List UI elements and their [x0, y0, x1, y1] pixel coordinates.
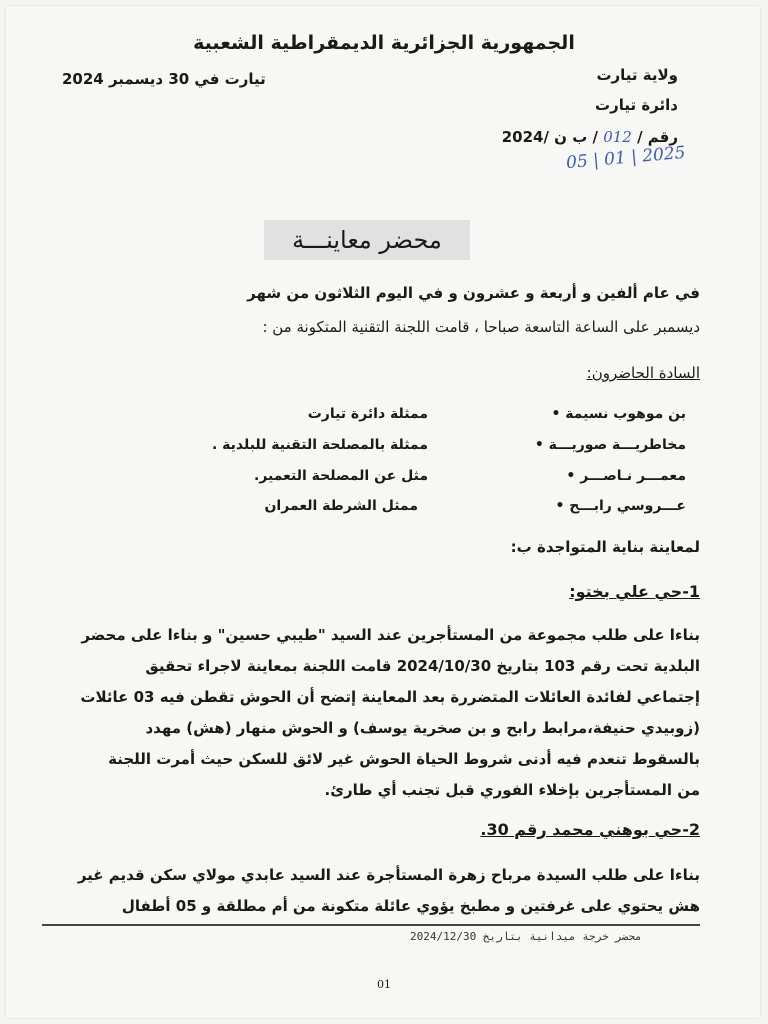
- attendee-role: ممثلة بالمصلحة التقنية للبلدية .: [211, 437, 428, 453]
- section-1-line: البلدية تحت رقم 103 بتاريخ 2024/10/30 قامت اللجنة بمعاينة لاجراء تحقيق: [145, 657, 700, 675]
- section-1-heading: 1-حي علي بختو:: [569, 582, 700, 601]
- attendee-name: عـــروسي رابـــح •: [555, 498, 686, 514]
- section-1-line: من المستأجرين بإخلاء الفوري قبل تجنب أي طارئ.: [324, 781, 700, 799]
- footer-divider: [42, 924, 700, 926]
- wilaya-label: ولاية تيارت: [596, 66, 678, 84]
- republic-header: الجمهورية الجزائرية الديمقراطية الشعبية: [193, 32, 575, 54]
- intro-line-2: ديسمبر على الساعة التاسعة صباحا ، قامت اللجنة التقنية المتكونة من :: [262, 318, 700, 336]
- inspection-intro: لمعاينة بناية المتواجدة ب:: [510, 538, 700, 556]
- document-date: تيارت في 30 ديسمبر 2024: [62, 70, 266, 88]
- section-1-line: بالسقوط تنعدم فيه أدنى شروط الحياة الحوش غير لائق للسكن حيث أمرت اللجنة: [108, 750, 700, 768]
- section-1-line: إجتماعي لفائدة العائلات المتضررة بعد المعاينة إتضح أن الحوش تقطن فيه 03 عائلات: [80, 688, 700, 706]
- attendee-role: مثل عن المصلحة التعمير.: [254, 468, 428, 484]
- attendee-role: ممثلة دائرة تيارت: [307, 406, 428, 422]
- section-1-line: (زوبيدي حنيفة،مرابط رابح و بن صخرية يوسف) و الحوش منهار (هش) مهدد: [145, 719, 700, 737]
- handwritten-date: 05 | 01 | 2025: [565, 142, 687, 174]
- attendee-name: مخاطريـــة صوريـــة •: [535, 437, 686, 453]
- attendee-role: ممثل الشرطة العمران: [264, 498, 418, 514]
- section-2-line: بناءا على طلب السيدة مرباح زهرة المستأجرة عند السيد عابدي مولاي سكن قديم غير: [77, 866, 700, 884]
- ref-handwritten-number: 012: [603, 128, 632, 146]
- footer-caption: محضر خرجة ميدانية بتاريخ 2024/12/30: [410, 930, 642, 943]
- document-title: محضر معاينـــة: [264, 220, 470, 260]
- daira-label: دائرة تيارت: [595, 96, 678, 114]
- page-number: 01: [377, 978, 391, 991]
- intro-line-1: في عام ألفين و أربعة و عشرون و في اليوم الثلاثون من شهر: [247, 284, 700, 302]
- attendees-heading: السادة الحاضرون:: [586, 364, 700, 382]
- ref-prefix: رقم /: [637, 128, 678, 146]
- section-2-line: هش يحتوي على غرفتين و مطبخ يؤوي عائلة متكونة من أم مطلقة و 05 أطفال: [121, 897, 700, 915]
- section-2-heading: 2-حي بوهني محمد رقم 30.: [480, 820, 700, 839]
- attendee-name: بن موهوب نسيمة •: [551, 406, 686, 422]
- attendee-name: معمـــر نـاصـــر •: [566, 468, 686, 484]
- section-1-line: بناءا على طلب مجموعة من المستأجرين عند السيد "طيبي حسين" و بناءا على محضر: [81, 626, 700, 644]
- reference-number: [502, 128, 678, 146]
- ref-suffix: / ب ن /2024: [501, 128, 598, 146]
